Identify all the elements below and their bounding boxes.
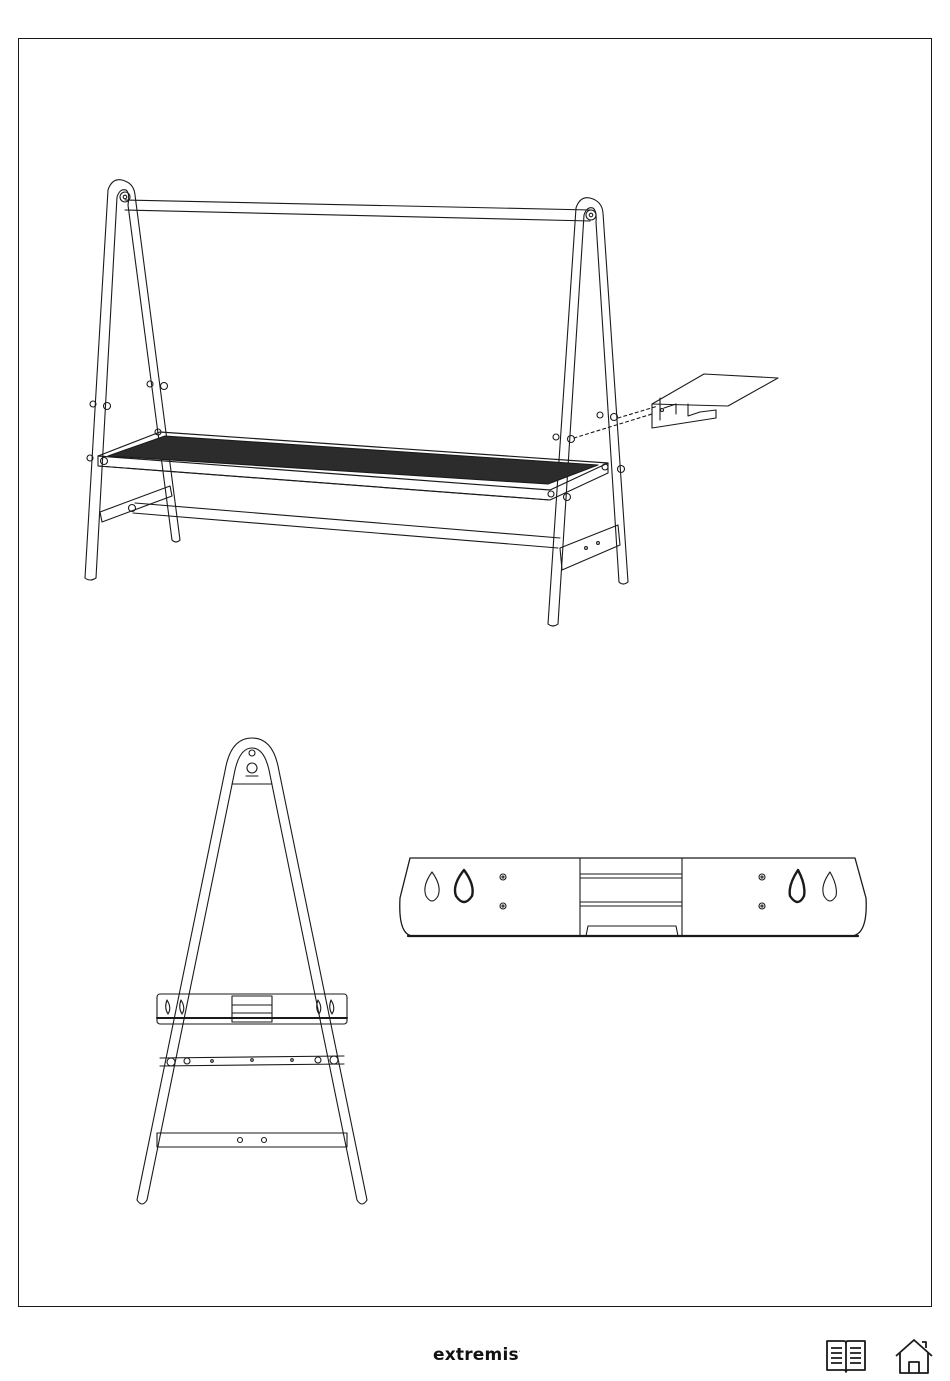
left-a-frame — [85, 180, 180, 580]
brand-mark: · — [518, 1348, 521, 1356]
accessory-tray — [574, 374, 778, 438]
front-elevation — [137, 738, 367, 1204]
top-rail — [125, 200, 590, 221]
perspective-view — [85, 180, 778, 626]
bottom-rail — [133, 503, 560, 548]
shelf — [98, 432, 608, 500]
open-book-icon — [824, 1336, 868, 1376]
right-a-frame — [548, 198, 628, 626]
home-icon — [892, 1336, 936, 1376]
tray-detail — [400, 858, 866, 936]
brand-logo — [433, 1345, 521, 1365]
home-button[interactable] — [892, 1336, 936, 1376]
manual-button[interactable] — [824, 1336, 868, 1376]
brand-name: extremis — [433, 1345, 519, 1365]
